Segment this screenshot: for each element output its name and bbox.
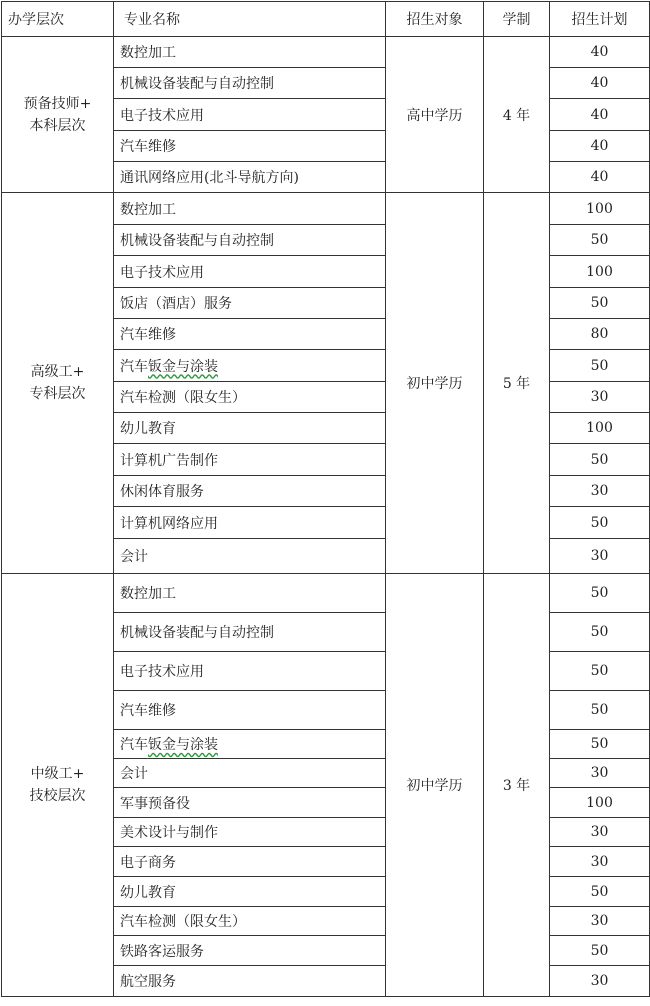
table-row	[2, 193, 650, 225]
plan-cell: 30	[550, 818, 650, 847]
plan-cell: 50	[550, 444, 650, 476]
major-name: 会计	[120, 549, 148, 565]
plan-cell: 50	[550, 613, 650, 652]
level-line-2: 技校层次	[29, 788, 86, 804]
plan-cell: 30	[550, 759, 650, 788]
plan-cell: 50	[550, 225, 650, 256]
enrollment-table	[1, 1, 650, 997]
major-cell	[114, 539, 386, 574]
level-line-1: 中级工+	[30, 766, 85, 782]
major-cell	[114, 788, 386, 818]
spellcheck-underline: 钣金与涂装	[148, 737, 218, 753]
major-cell	[114, 413, 386, 444]
major-name: 汽车维修	[120, 703, 176, 719]
major-name: 电子技术应用	[120, 264, 204, 281]
major-cell	[114, 444, 386, 476]
major-cell	[114, 730, 386, 759]
level-line-1: 高级工+	[30, 364, 85, 380]
plan-cell: 30	[550, 966, 650, 997]
plan-cell: 50	[550, 350, 650, 382]
major-cell	[114, 131, 386, 162]
level-cell	[2, 574, 114, 997]
major-cell	[114, 68, 386, 99]
major-name: 计算机网络应用	[120, 515, 218, 532]
major-name: 计算机广告制作	[120, 452, 218, 469]
plan-cell: 40	[550, 99, 650, 131]
plan-cell: 30	[550, 907, 650, 936]
level-cell	[2, 193, 114, 574]
major-name: 幼儿教育	[120, 421, 176, 437]
plan-cell: 40	[550, 131, 650, 162]
plan-cell: 40	[550, 162, 650, 193]
major-cell	[114, 574, 386, 613]
major-cell	[114, 193, 386, 225]
plan-cell: 40	[550, 37, 650, 68]
plan-cell: 100	[550, 788, 650, 818]
plan-cell: 100	[550, 256, 650, 288]
major-name: 幼儿教育	[120, 884, 176, 901]
major-name: 数控加工	[120, 45, 176, 61]
major-name: 汽车钣金与涂装	[120, 358, 218, 375]
plan-cell: 50	[550, 691, 650, 730]
table-row	[2, 37, 650, 68]
major-name: 电子商务	[120, 854, 176, 871]
major-name: 军事预备役	[120, 795, 190, 812]
major-cell	[114, 759, 386, 788]
major-cell	[114, 225, 386, 256]
major-cell	[114, 936, 386, 966]
level-cell	[2, 37, 114, 193]
header-major: 专业名称	[114, 2, 386, 37]
level-line-1: 预备技师+	[23, 95, 92, 112]
major-name: 铁路客运服务	[120, 943, 204, 960]
plan-cell: 100	[550, 413, 650, 444]
major-name: 饭店（酒店）服务	[120, 296, 232, 312]
plan-cell: 50	[550, 652, 650, 691]
major-cell	[114, 691, 386, 730]
target-cell: 初中学历	[386, 193, 484, 574]
years-cell: 3 年	[484, 574, 550, 997]
major-cell	[114, 256, 386, 288]
plan-cell: 30	[550, 382, 650, 413]
major-cell	[114, 652, 386, 691]
major-name: 通讯网络应用(北斗导航方向)	[120, 170, 299, 186]
major-cell	[114, 288, 386, 319]
major-name: 机械设备装配与自动控制	[120, 76, 274, 92]
major-name: 美术设计与制作	[120, 825, 218, 841]
header-years: 学制	[484, 2, 550, 37]
major-name: 汽车检测（限女生）	[120, 914, 246, 930]
major-name: 汽车钣金与涂装	[120, 737, 218, 753]
major-cell	[114, 162, 386, 193]
header-target: 招生对象	[386, 2, 484, 37]
major-cell	[114, 847, 386, 877]
major-name: 电子技术应用	[120, 107, 204, 124]
major-name: 汽车检测（限女生）	[120, 390, 246, 406]
major-name: 机械设备装配与自动控制	[120, 233, 274, 249]
table-body	[2, 37, 650, 997]
level-line-2: 本科层次	[29, 117, 86, 134]
target-cell: 初中学历	[386, 574, 484, 997]
major-name: 数控加工	[120, 586, 176, 602]
level-line-2: 专科层次	[29, 386, 86, 402]
major-name: 会计	[120, 766, 148, 782]
major-name: 汽车维修	[120, 139, 176, 155]
plan-cell: 50	[550, 877, 650, 907]
plan-cell: 30	[550, 539, 650, 574]
major-name: 电子技术应用	[120, 664, 204, 680]
plan-cell: 50	[550, 936, 650, 966]
major-cell	[114, 476, 386, 507]
plan-cell: 30	[550, 847, 650, 877]
plan-cell: 50	[550, 574, 650, 613]
years-cell: 4 年	[484, 37, 550, 193]
plan-cell: 100	[550, 193, 650, 225]
major-cell	[114, 818, 386, 847]
table-row	[2, 574, 650, 613]
major-cell	[114, 319, 386, 350]
major-name: 数控加工	[120, 201, 176, 218]
major-cell	[114, 382, 386, 413]
plan-cell: 50	[550, 507, 650, 539]
header-row	[2, 2, 650, 37]
major-name: 机械设备装配与自动控制	[120, 625, 274, 641]
header-plan: 招生计划	[550, 2, 650, 37]
plan-cell: 80	[550, 319, 650, 350]
major-name: 航空服务	[120, 974, 176, 990]
major-cell	[114, 613, 386, 652]
major-cell	[114, 966, 386, 997]
plan-cell: 50	[550, 288, 650, 319]
major-cell	[114, 37, 386, 68]
plan-cell: 40	[550, 68, 650, 99]
major-cell	[114, 907, 386, 936]
plan-cell: 50	[550, 730, 650, 759]
major-cell	[114, 99, 386, 131]
target-cell: 高中学历	[386, 37, 484, 193]
major-name: 汽车维修	[120, 327, 176, 343]
major-cell	[114, 877, 386, 907]
header-level: 办学层次	[2, 2, 114, 37]
major-cell	[114, 350, 386, 382]
spellcheck-underline: 钣金与涂装	[148, 358, 218, 375]
major-name: 休闲体育服务	[120, 484, 204, 500]
years-cell: 5 年	[484, 193, 550, 574]
major-cell	[114, 507, 386, 539]
plan-cell: 30	[550, 476, 650, 507]
